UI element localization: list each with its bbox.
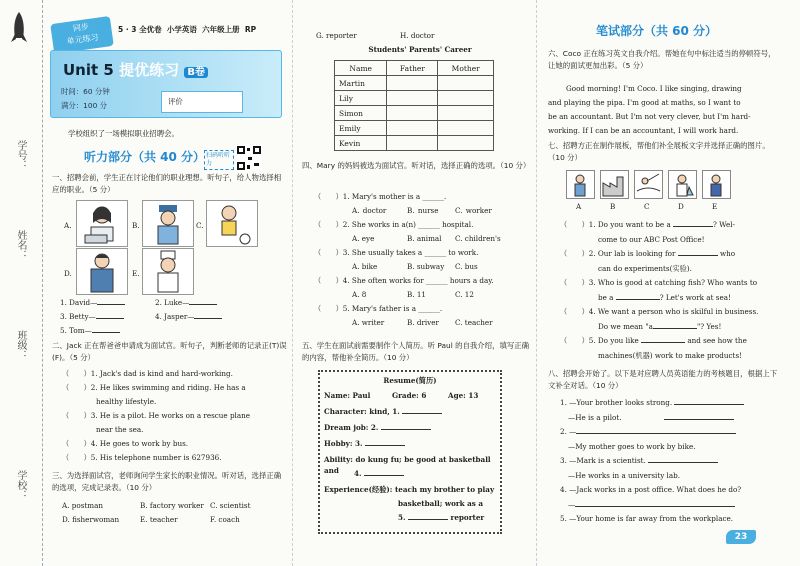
opt: A. doctor bbox=[352, 206, 387, 215]
q8-item-1b bbox=[560, 411, 782, 426]
q6-line-4: working. If I can be an accountant, I will work hard. bbox=[548, 126, 739, 135]
q1-blank-3[interactable] bbox=[96, 318, 124, 319]
intro-text: 学校组织了一场模拟职业招聘会。 bbox=[68, 129, 179, 138]
q1-answer-5-text: 5. Tom— bbox=[60, 326, 92, 335]
q7-4-a: Do we mean "a bbox=[598, 321, 653, 331]
q3-opt-h: H. doctor bbox=[400, 31, 435, 40]
opt: C. 12 bbox=[455, 290, 474, 299]
q7-items bbox=[560, 218, 782, 363]
career-table bbox=[334, 60, 494, 151]
resume-character bbox=[324, 406, 442, 417]
resume-experience-3 bbox=[398, 512, 484, 523]
q6-line-1: Good morning! I'm Coco. I like singing, drawing bbox=[566, 84, 742, 93]
opt: B. 11 bbox=[407, 290, 426, 299]
q8-item-3b: —He works in a university lab. bbox=[568, 470, 681, 480]
q4-q3-opts bbox=[314, 260, 534, 274]
q3-opt-e: E. teacher bbox=[140, 515, 178, 524]
factory-image bbox=[600, 170, 629, 199]
writing-title: 笔试部分（共 60 分） bbox=[596, 24, 718, 38]
q7-1-a: （ ）1. Do you want to be a bbox=[560, 220, 671, 229]
q3-opt-b: B. factory worker bbox=[140, 501, 204, 510]
mother-cell[interactable] bbox=[438, 106, 494, 121]
q8-item-3 bbox=[560, 454, 782, 469]
row-name: Lily bbox=[335, 91, 387, 106]
class-label: 班级： bbox=[15, 330, 26, 360]
q3-opt-g: G. reporter bbox=[316, 31, 357, 40]
q1-opt-e: E. bbox=[132, 269, 140, 278]
resume-grade: Grade: 6 bbox=[392, 391, 427, 400]
career-table-caption: Students' Parents' Career bbox=[368, 45, 472, 54]
q1-answer-3-text: 3. Betty— bbox=[60, 312, 96, 321]
opt: B. driver bbox=[407, 318, 439, 327]
q3-opt-d: D. fisherwoman bbox=[62, 515, 120, 524]
q1-title: 一、招聘会前，学生正在讨论他们的职业理想。听句子，给人物选择相应的职业。（5 分） bbox=[52, 173, 282, 194]
time-label: 时间：60 分钟 bbox=[61, 87, 110, 96]
q4-q1-opts bbox=[314, 204, 534, 218]
badge-bottom: 单元练习 bbox=[66, 32, 100, 47]
q7-label-e: E bbox=[712, 202, 718, 211]
q7-item-5b: machines(机器) work to make products! bbox=[598, 350, 743, 360]
opt: B. subway bbox=[407, 262, 445, 271]
q1-answer-1 bbox=[60, 297, 125, 308]
badge-top: 同步 bbox=[72, 22, 90, 34]
q4-q4-opts bbox=[314, 288, 534, 302]
q1-answer-3 bbox=[60, 311, 124, 322]
q2-item-5: （ ）5. His telephone number is 627936. bbox=[62, 453, 222, 462]
experience-num: 5. bbox=[398, 513, 406, 522]
school-label: 学校： bbox=[15, 470, 26, 500]
q2-item-3b: near the sea. bbox=[96, 425, 144, 434]
q7-label-b: B bbox=[610, 202, 616, 211]
q8-item-1 bbox=[560, 396, 782, 411]
q7-item-1b: come to our ABC Post Office! bbox=[598, 234, 705, 244]
sync-badge bbox=[50, 16, 114, 54]
character-text: Character: kind, 1. bbox=[324, 407, 400, 416]
reporter-text: reporter bbox=[450, 513, 485, 522]
q7-3-b: ? Let's work at sea! bbox=[659, 292, 731, 302]
q1-opt-d: D. bbox=[64, 269, 72, 278]
series-header bbox=[118, 24, 256, 35]
resume-ability: Ability: do kung fu; be good at basketball and bbox=[324, 455, 491, 475]
q4-q4: （ ）4. She often works for ______ hours a day. bbox=[314, 276, 494, 285]
resume-box bbox=[318, 370, 502, 534]
resume-dream bbox=[324, 422, 431, 433]
ability-num: 4. bbox=[354, 469, 362, 478]
q7-blank-2[interactable] bbox=[678, 255, 718, 256]
q1-answer-2 bbox=[155, 297, 217, 308]
unit-label: Unit 5 bbox=[63, 61, 114, 79]
q7-label-c: C bbox=[644, 202, 650, 211]
q2-item-2: （ ）2. He likes swimming and riding. He has a bbox=[62, 383, 246, 392]
evaluation-box bbox=[161, 91, 243, 113]
student-id-label: 学号： bbox=[15, 140, 26, 170]
q7-3-a: be a bbox=[598, 292, 614, 302]
opt: B. nurse bbox=[407, 206, 439, 215]
q7-item-2 bbox=[560, 247, 782, 262]
q7-2-a: （ ）2. Our lab is looking for bbox=[560, 249, 676, 258]
q1-blank-4[interactable] bbox=[194, 318, 222, 319]
q8-blank-1b[interactable] bbox=[664, 419, 734, 420]
q2-item-1: （ ）1. Jack's dad is kind and hard-working. bbox=[62, 369, 233, 378]
opt: A. bike bbox=[352, 262, 378, 271]
q7-5-b: and see how the bbox=[687, 336, 747, 345]
q8-item-2 bbox=[560, 425, 782, 440]
q4-items bbox=[314, 190, 534, 330]
father-cell[interactable] bbox=[387, 136, 438, 151]
q7-1-b: ? Wel- bbox=[713, 220, 735, 229]
father-cell[interactable] bbox=[387, 91, 438, 106]
evaluation-label: 评价 bbox=[168, 97, 183, 106]
q1-answer-4 bbox=[155, 311, 222, 322]
resume-experience: Experience(经验): teach my brother to play bbox=[324, 485, 495, 494]
opt: B. animal bbox=[407, 234, 442, 243]
q4-q2: （ ）2. She works in a(n) ______ hospital. bbox=[314, 220, 474, 229]
q7-blank-5[interactable] bbox=[641, 342, 685, 343]
table-row bbox=[335, 106, 494, 121]
col-father: Father bbox=[387, 61, 438, 76]
q4-title: 四、Mary 的妈妈被选为面试官。听对话，选择正确的选项。（10 分） bbox=[302, 161, 531, 170]
q8-item-4: 4. —Jack works in a post office. What does he do? bbox=[560, 485, 742, 494]
q3-title: 三、为选择面试官，老师询问学生家长的职业情况。听对话，选择正确的选项，完成记录表。（10 分） bbox=[52, 471, 282, 492]
q4-q5: （ ）5. Mary's father is a ______. bbox=[314, 304, 443, 313]
q7-5-a: （ ）5. Do you like bbox=[560, 336, 639, 345]
row-name: Martin bbox=[335, 76, 387, 91]
resume-experience-2: basketball; work as a bbox=[398, 499, 484, 508]
q7-2-b: who bbox=[720, 249, 736, 258]
opt: A. 8 bbox=[352, 290, 367, 299]
q3-opt-a: A. postman bbox=[62, 501, 103, 510]
series-name: 5 · 3 全优卷 bbox=[118, 25, 162, 34]
postman-image bbox=[566, 170, 595, 199]
q8-1b: —He is a pilot. bbox=[568, 412, 622, 422]
mother-cell[interactable] bbox=[438, 136, 494, 151]
father-cell[interactable] bbox=[387, 106, 438, 121]
q3-opt-f: F. coach bbox=[210, 515, 240, 524]
scientist-image bbox=[668, 170, 697, 199]
q8-blank-1a[interactable] bbox=[674, 404, 744, 405]
q7-item-5 bbox=[560, 334, 782, 349]
q6-line-2: and playing the pipa. I'm good at maths, so I want to bbox=[548, 98, 741, 107]
q7-blank-4[interactable] bbox=[653, 328, 697, 329]
q7-label-a: A bbox=[576, 202, 582, 211]
q1-opt-a: A. bbox=[64, 221, 72, 230]
football-player-image bbox=[206, 200, 258, 247]
subject: 小学英语 bbox=[166, 25, 197, 34]
q8-items bbox=[560, 396, 782, 527]
chef-image bbox=[142, 248, 194, 295]
q1-opt-c: C. bbox=[196, 221, 204, 230]
opt: C. worker bbox=[455, 206, 492, 215]
table-row bbox=[335, 76, 494, 91]
q2-item-3: （ ）3. He is a pilot. He works on a rescue plane bbox=[62, 411, 251, 420]
hobby-text: Hobby: 3. bbox=[324, 439, 363, 448]
father-cell[interactable] bbox=[387, 76, 438, 91]
q1-answer-5 bbox=[60, 325, 120, 336]
q1-answer-2-text: 2. Luke— bbox=[155, 298, 190, 307]
rocket-icon bbox=[10, 12, 28, 46]
experience-blank[interactable] bbox=[408, 519, 448, 520]
q7-item-3b bbox=[560, 291, 782, 306]
q2-item-2b: healthy lifestyle. bbox=[96, 397, 157, 406]
row-name: Emily bbox=[335, 121, 387, 136]
column-divider bbox=[292, 0, 293, 566]
q7-4-b: "? Yes! bbox=[696, 321, 722, 331]
q7-item-1 bbox=[560, 218, 782, 233]
q7-blank-1[interactable] bbox=[673, 226, 713, 227]
practice-label: 提优练习 bbox=[119, 61, 180, 79]
q4-q2-opts bbox=[314, 232, 534, 246]
resume-name: Name: Paul bbox=[324, 391, 371, 400]
q1-blank-1[interactable] bbox=[97, 304, 125, 305]
q7-item-4b bbox=[560, 320, 782, 335]
dream-blank[interactable] bbox=[381, 429, 431, 430]
businessman-image bbox=[702, 170, 731, 199]
opt: A. writer bbox=[352, 318, 385, 327]
police-officer-image bbox=[142, 200, 194, 247]
q2-items bbox=[62, 367, 287, 465]
q5-title: 五、学生在面试前需要制作个人简历。听 Paul 的自我介绍，填写正确的内容，帮他补全简历。（10 分） bbox=[302, 341, 530, 362]
score-label: 满分：100 分 bbox=[61, 101, 108, 110]
unit-title bbox=[63, 59, 208, 80]
q8-item-4b bbox=[560, 498, 782, 513]
resume-title: Resume(简历) bbox=[383, 376, 437, 385]
grade: 六年级上册 bbox=[202, 25, 240, 34]
table-row bbox=[335, 136, 494, 151]
page-number: 23 bbox=[726, 530, 756, 544]
q1-blank-2[interactable] bbox=[189, 304, 217, 305]
q2-item-4: （ ）4. He goes to work by bus. bbox=[62, 439, 189, 448]
mother-cell[interactable] bbox=[438, 91, 494, 106]
q6-passage bbox=[548, 82, 780, 138]
listening-title: 听力部分（共 40 分） bbox=[84, 150, 206, 164]
q8-blank-3[interactable] bbox=[648, 462, 718, 463]
q4-q3: （ ）3. She usually takes a ______ to work. bbox=[314, 248, 479, 257]
q8-1: 1. —Your brother looks strong. bbox=[560, 398, 673, 407]
table-row bbox=[335, 121, 494, 136]
q6-title: 六、Coco 正在练习英文自我介绍。帮她在句中标注适当的停顿符号，让她的面试更加出彩。（5 分） bbox=[548, 49, 776, 70]
qr-code-icon[interactable] bbox=[236, 145, 262, 171]
edition: RP bbox=[244, 25, 257, 34]
fisher-image bbox=[634, 170, 663, 199]
title-banner bbox=[50, 50, 282, 118]
opt: C. bus bbox=[455, 262, 478, 271]
col-mother: Mother bbox=[438, 61, 494, 76]
q1-blank-5[interactable] bbox=[92, 332, 120, 333]
q4-q1: （ ）1. Mary's mother is a ______. bbox=[314, 192, 447, 201]
man-in-suit-image bbox=[76, 248, 128, 295]
resume-hobby bbox=[324, 438, 405, 449]
q8-3: 3. —Mark is a scientist. bbox=[560, 456, 646, 465]
name-label: 姓名： bbox=[15, 230, 26, 260]
opt: C. teacher bbox=[455, 318, 493, 327]
resume-ability-2 bbox=[354, 468, 404, 479]
opt: A. eye bbox=[352, 234, 375, 243]
row-name: Simon bbox=[335, 106, 387, 121]
q7-item-3: （ ）3. Who is good at catching fish? Who wants to bbox=[560, 278, 758, 287]
q7-label-d: D bbox=[678, 202, 684, 211]
dream-text: Dream job: 2. bbox=[324, 423, 379, 432]
opt: C. children's bbox=[455, 234, 501, 243]
hobby-blank[interactable] bbox=[365, 445, 405, 446]
column-divider-2 bbox=[536, 0, 537, 566]
q8-item-2b: —My mother goes to work by bike. bbox=[568, 441, 696, 451]
q7-item-4: （ ）4. We want a person who is skilful in business. bbox=[560, 307, 759, 316]
binding-spine bbox=[0, 0, 43, 566]
mother-cell[interactable] bbox=[438, 121, 494, 136]
q1-answer-4-text: 4. Jasper— bbox=[155, 312, 195, 321]
q8-blank-4[interactable] bbox=[575, 506, 735, 507]
father-cell[interactable] bbox=[387, 121, 438, 136]
resume-age: Age: 13 bbox=[448, 391, 479, 400]
woman-at-laptop-image bbox=[76, 200, 128, 247]
row-name: Kevin bbox=[335, 136, 387, 151]
qr-caption: 扫码听听力 bbox=[204, 150, 234, 170]
career-table-header bbox=[335, 61, 494, 76]
q8-title: 八、招聘会开始了。以下是对应聘人员英语能力的考核题目，根据上下文补全对话。（10 分） bbox=[548, 369, 778, 390]
ability-blank[interactable] bbox=[364, 475, 404, 476]
variant-badge: B卷 bbox=[184, 67, 208, 78]
q7-item-2b: can do experiments(实验). bbox=[598, 263, 692, 273]
q8-2: 2. — bbox=[560, 427, 577, 436]
q2-title: 二、Jack 正在帮爸爸申请成为面试官。听句子，判断老师的记录正(T)误(F)。（5 分） bbox=[52, 341, 287, 362]
q1-opt-b: B. bbox=[132, 221, 140, 230]
q4-q5-opts bbox=[314, 316, 534, 330]
character-blank[interactable] bbox=[402, 413, 442, 414]
table-row bbox=[335, 91, 494, 106]
q7-title: 七、招聘方正在制作展板，帮他们补全展板文字并选择正确的图片。（10 分） bbox=[548, 141, 770, 162]
q6-line-3: be an accountant. But I'm not very clever, but I'm hard- bbox=[548, 112, 751, 121]
col-name: Name bbox=[335, 61, 387, 76]
q8-blank-2[interactable] bbox=[576, 433, 736, 434]
mother-cell[interactable] bbox=[438, 76, 494, 91]
q3-opt-c: C. scientist bbox=[210, 501, 251, 510]
q8-4b: — bbox=[568, 499, 576, 509]
q7-blank-3[interactable] bbox=[616, 299, 660, 300]
q8-item-5: 5. —Your home is far away from the workplace. bbox=[560, 514, 734, 523]
q1-answer-1-text: 1. David— bbox=[60, 298, 98, 307]
